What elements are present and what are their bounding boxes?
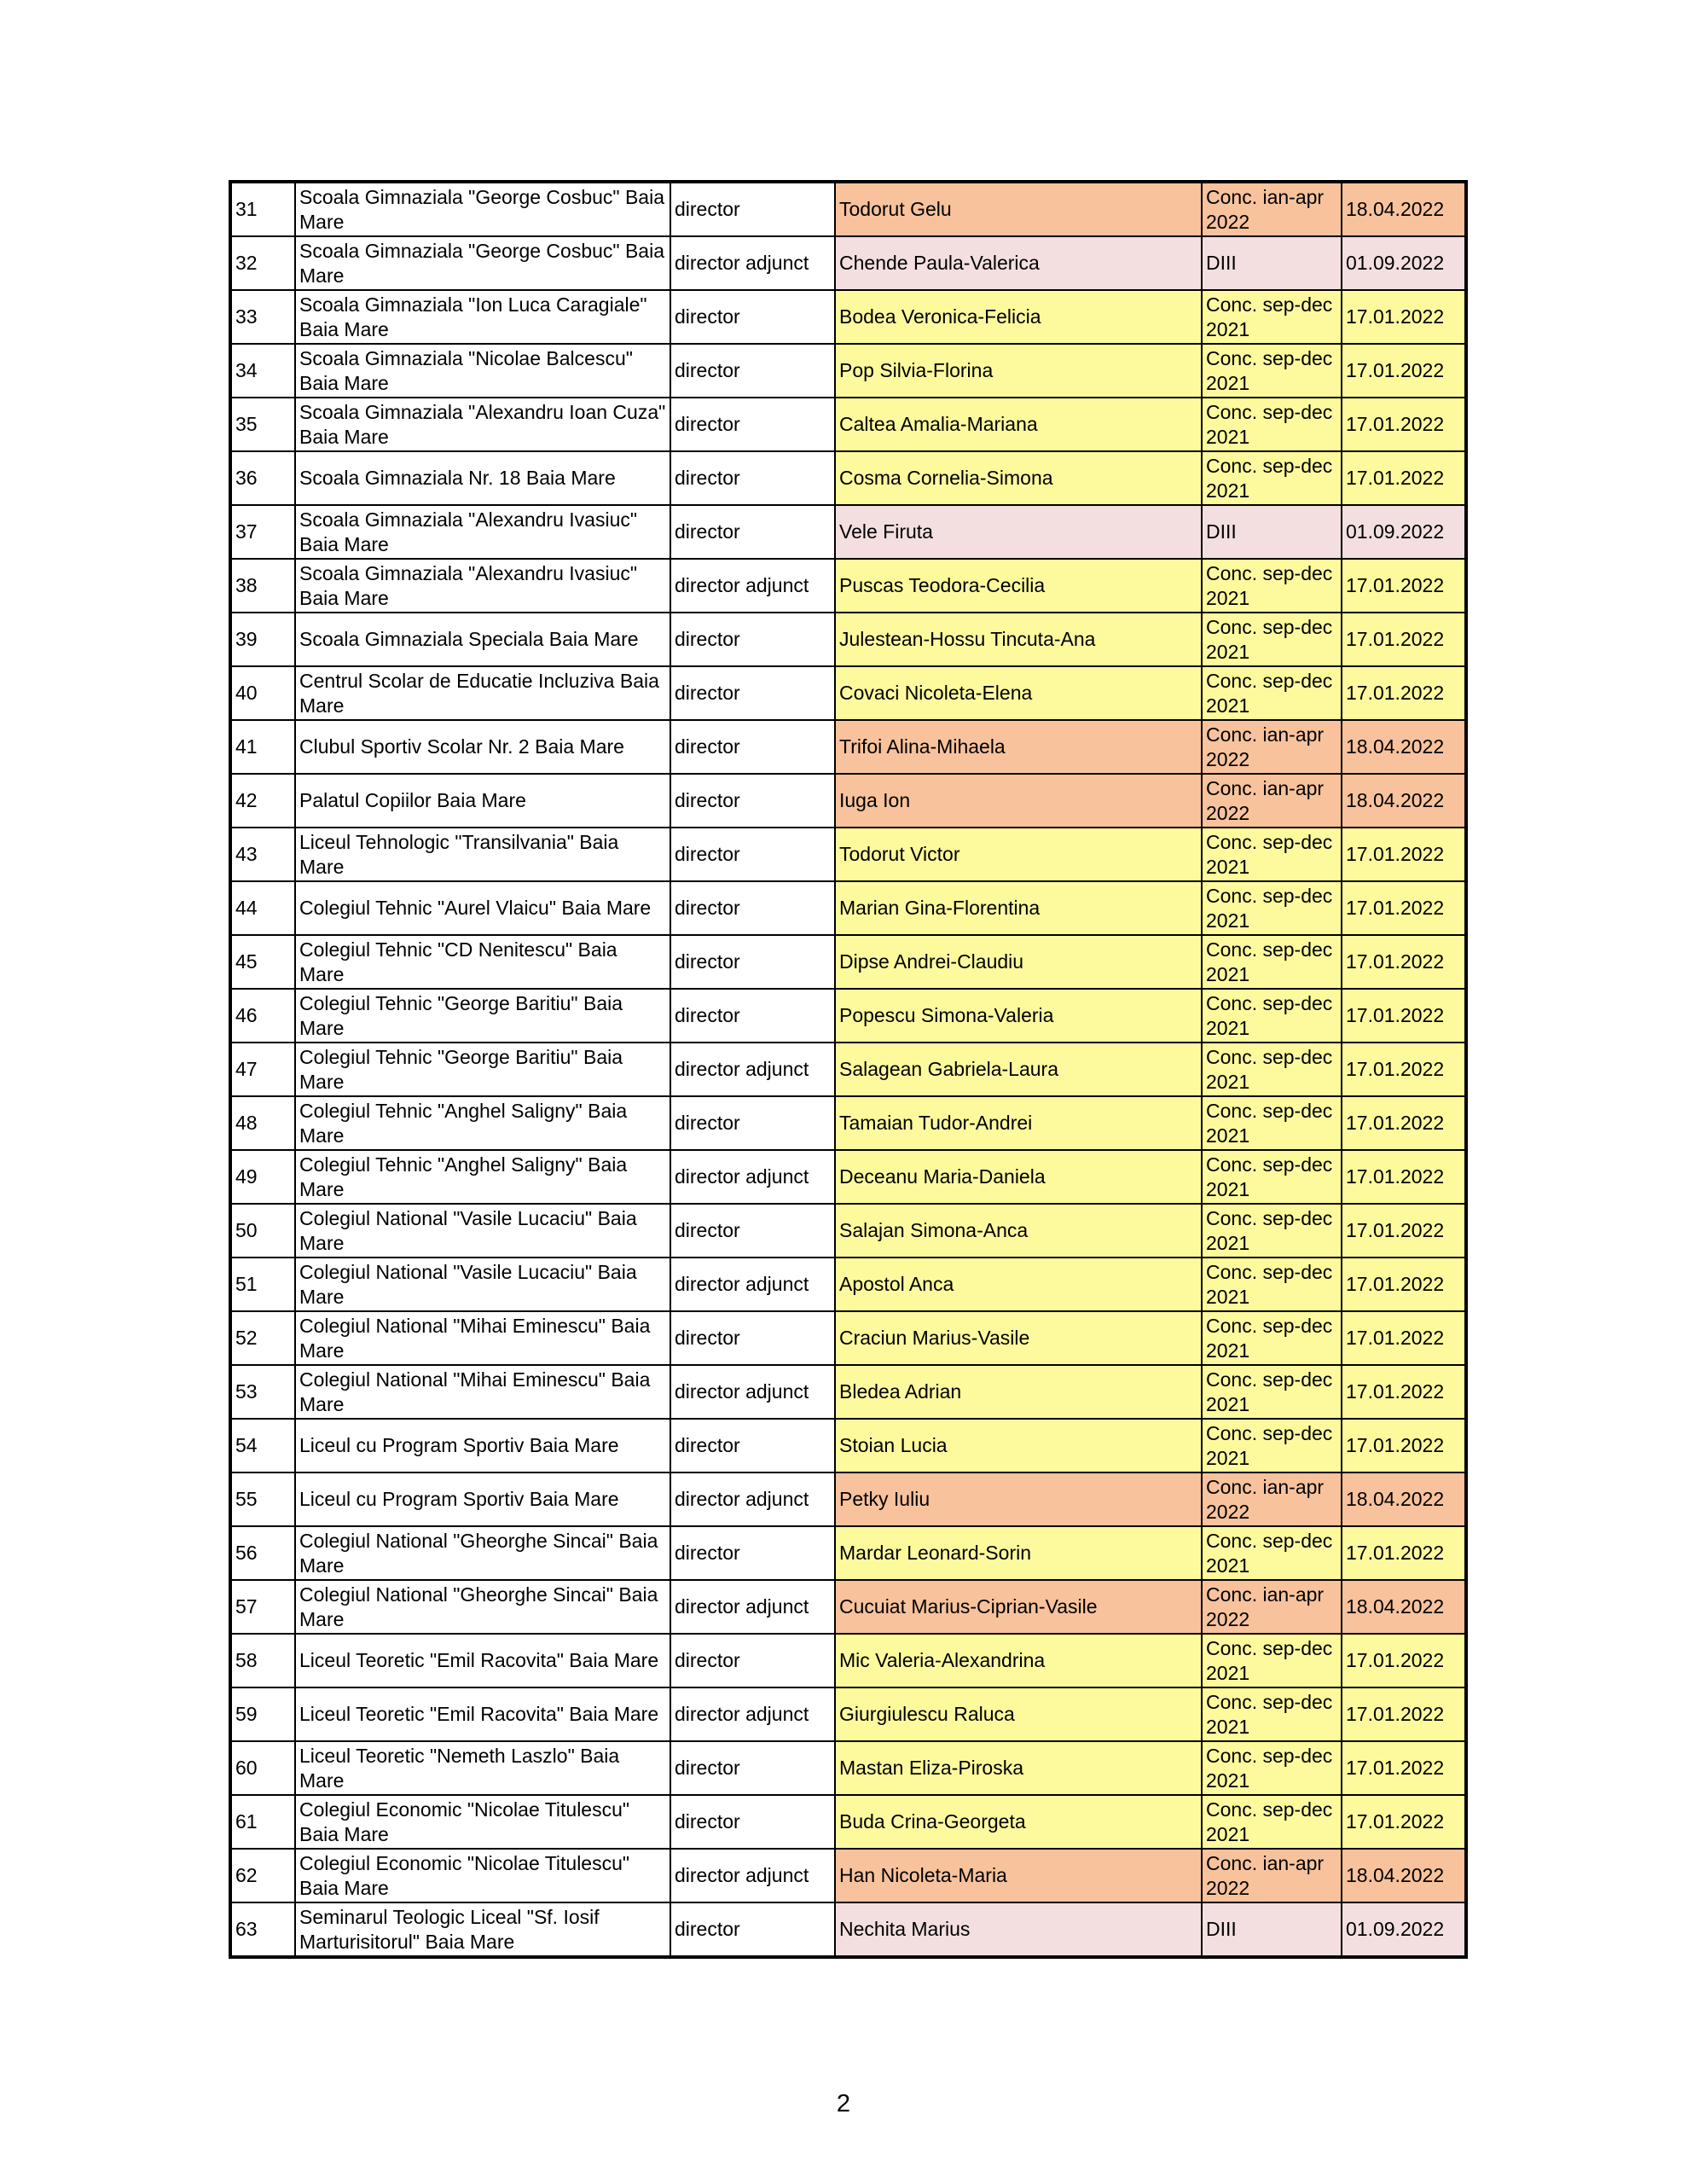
appointment-mode-cell: Conc. sep-dec 2021: [1202, 1258, 1342, 1311]
row-number-cell: 35: [230, 398, 295, 451]
school-unit-cell: Scoala Gimnaziala "Alexandru Ioan Cuza" Baia Mare: [295, 398, 670, 451]
row-number-cell: 58: [230, 1634, 295, 1687]
school-unit-cell: Colegiul Economic "Nicolae Titulescu" Baia Mare: [295, 1795, 670, 1849]
row-number-cell: 44: [230, 881, 295, 935]
function-cell: director adjunct: [670, 1687, 835, 1741]
appointment-mode-cell: Conc. sep-dec 2021: [1202, 1795, 1342, 1849]
function-cell: director adjunct: [670, 1258, 835, 1311]
row-number-cell: 42: [230, 774, 295, 828]
appointment-mode-cell: Conc. sep-dec 2021: [1202, 559, 1342, 613]
start-date-cell: 17.01.2022: [1342, 1043, 1466, 1096]
row-number-cell: 54: [230, 1419, 295, 1472]
start-date-cell: 17.01.2022: [1342, 1311, 1466, 1365]
appointment-mode-cell: Conc. sep-dec 2021: [1202, 1687, 1342, 1741]
function-cell: director adjunct: [670, 1849, 835, 1902]
start-date-cell: 17.01.2022: [1342, 1096, 1466, 1150]
school-unit-cell: Scoala Gimnaziala Nr. 18 Baia Mare: [295, 451, 670, 505]
appointment-mode-cell: Conc. sep-dec 2021: [1202, 1634, 1342, 1687]
school-unit-cell: Colegiul National "Gheorghe Sincai" Baia Mare: [295, 1580, 670, 1634]
function-cell: director: [670, 1204, 835, 1258]
school-unit-cell: Colegiul Tehnic "CD Nenitescu" Baia Mare: [295, 935, 670, 989]
person-name-cell: Nechita Marius: [835, 1902, 1202, 1957]
start-date-cell: 17.01.2022: [1342, 1204, 1466, 1258]
school-unit-cell: Colegiul National "Vasile Lucaciu" Baia Mare: [295, 1204, 670, 1258]
start-date-cell: 17.01.2022: [1342, 451, 1466, 505]
start-date-cell: 17.01.2022: [1342, 559, 1466, 613]
table-row: [230, 505, 1466, 559]
person-name-cell: Mardar Leonard-Sorin: [835, 1526, 1202, 1580]
school-unit-cell: Colegiul Economic "Nicolae Titulescu" Baia Mare: [295, 1849, 670, 1902]
function-cell: director: [670, 290, 835, 344]
table-row: [230, 398, 1466, 451]
function-cell: director: [670, 1795, 835, 1849]
table-row: [230, 236, 1466, 290]
appointment-mode-cell: Conc. sep-dec 2021: [1202, 451, 1342, 505]
person-name-cell: Tamaian Tudor-Andrei: [835, 1096, 1202, 1150]
start-date-cell: 17.01.2022: [1342, 1526, 1466, 1580]
function-cell: director: [670, 1096, 835, 1150]
school-unit-cell: Liceul cu Program Sportiv Baia Mare: [295, 1472, 670, 1526]
row-number-cell: 34: [230, 344, 295, 398]
school-unit-cell: Liceul cu Program Sportiv Baia Mare: [295, 1419, 670, 1472]
function-cell: director adjunct: [670, 1580, 835, 1634]
person-name-cell: Marian Gina-Florentina: [835, 881, 1202, 935]
start-date-cell: 17.01.2022: [1342, 290, 1466, 344]
school-unit-cell: Colegiul National "Vasile Lucaciu" Baia Mare: [295, 1258, 670, 1311]
row-number-cell: 50: [230, 1204, 295, 1258]
appointment-mode-cell: Conc. ian-apr 2022: [1202, 720, 1342, 774]
appointment-mode-cell: Conc. sep-dec 2021: [1202, 1365, 1342, 1419]
table-row: [230, 613, 1466, 666]
function-cell: director adjunct: [670, 1043, 835, 1096]
start-date-cell: 17.01.2022: [1342, 828, 1466, 881]
appointment-mode-cell: Conc. ian-apr 2022: [1202, 1580, 1342, 1634]
school-unit-cell: Centrul Scolar de Educatie Incluziva Baia Mare: [295, 666, 670, 720]
appointment-mode-cell: DIII: [1202, 236, 1342, 290]
row-number-cell: 53: [230, 1365, 295, 1419]
function-cell: director: [670, 398, 835, 451]
row-number-cell: 60: [230, 1741, 295, 1795]
school-unit-cell: Liceul Teoretic "Nemeth Laszlo" Baia Mare: [295, 1741, 670, 1795]
appointment-mode-cell: Conc. sep-dec 2021: [1202, 1043, 1342, 1096]
table-row: [230, 1096, 1466, 1150]
start-date-cell: 17.01.2022: [1342, 881, 1466, 935]
school-unit-cell: Palatul Copiilor Baia Mare: [295, 774, 670, 828]
start-date-cell: 17.01.2022: [1342, 1419, 1466, 1472]
school-unit-cell: Scoala Gimnaziala "Ion Luca Caragiale" Baia Mare: [295, 290, 670, 344]
appointments-table: [229, 180, 1468, 1959]
person-name-cell: Cucuiat Marius-Ciprian-Vasile: [835, 1580, 1202, 1634]
table-row: [230, 451, 1466, 505]
person-name-cell: Deceanu Maria-Daniela: [835, 1150, 1202, 1204]
table-row: [230, 1043, 1466, 1096]
person-name-cell: Mastan Eliza-Piroska: [835, 1741, 1202, 1795]
function-cell: director: [670, 1741, 835, 1795]
function-cell: director: [670, 1311, 835, 1365]
start-date-cell: 18.04.2022: [1342, 1849, 1466, 1902]
person-name-cell: Bledea Adrian: [835, 1365, 1202, 1419]
appointment-mode-cell: Conc. sep-dec 2021: [1202, 1741, 1342, 1795]
person-name-cell: Julestean-Hossu Tincuta-Ana: [835, 613, 1202, 666]
appointment-mode-cell: Conc. sep-dec 2021: [1202, 935, 1342, 989]
person-name-cell: Puscas Teodora-Cecilia: [835, 559, 1202, 613]
function-cell: director: [670, 989, 835, 1043]
table-row: [230, 559, 1466, 613]
function-cell: director adjunct: [670, 1472, 835, 1526]
table-row: [230, 1795, 1466, 1849]
start-date-cell: 18.04.2022: [1342, 774, 1466, 828]
row-number-cell: 52: [230, 1311, 295, 1365]
person-name-cell: Salagean Gabriela-Laura: [835, 1043, 1202, 1096]
appointment-mode-cell: Conc. sep-dec 2021: [1202, 666, 1342, 720]
person-name-cell: Popescu Simona-Valeria: [835, 989, 1202, 1043]
table-row: [230, 1204, 1466, 1258]
row-number-cell: 49: [230, 1150, 295, 1204]
row-number-cell: 63: [230, 1902, 295, 1957]
row-number-cell: 46: [230, 989, 295, 1043]
table-row: [230, 774, 1466, 828]
start-date-cell: 17.01.2022: [1342, 1795, 1466, 1849]
function-cell: director: [670, 1634, 835, 1687]
appointment-mode-cell: Conc. sep-dec 2021: [1202, 398, 1342, 451]
row-number-cell: 59: [230, 1687, 295, 1741]
school-unit-cell: Clubul Sportiv Scolar Nr. 2 Baia Mare: [295, 720, 670, 774]
row-number-cell: 41: [230, 720, 295, 774]
table-row: [230, 1150, 1466, 1204]
table-row: [230, 1258, 1466, 1311]
start-date-cell: 17.01.2022: [1342, 935, 1466, 989]
start-date-cell: 17.01.2022: [1342, 1258, 1466, 1311]
function-cell: director: [670, 1526, 835, 1580]
table-row: [230, 1311, 1466, 1365]
table-row: [230, 1526, 1466, 1580]
person-name-cell: Chende Paula-Valerica: [835, 236, 1202, 290]
person-name-cell: Petky Iuliu: [835, 1472, 1202, 1526]
table-body: [230, 182, 1466, 1957]
table-row: [230, 1580, 1466, 1634]
person-name-cell: Salajan Simona-Anca: [835, 1204, 1202, 1258]
start-date-cell: 17.01.2022: [1342, 398, 1466, 451]
row-number-cell: 32: [230, 236, 295, 290]
school-unit-cell: Colegiul Tehnic "Aurel Vlaicu" Baia Mare: [295, 881, 670, 935]
appointment-mode-cell: Conc. sep-dec 2021: [1202, 1311, 1342, 1365]
appointment-mode-cell: Conc. sep-dec 2021: [1202, 613, 1342, 666]
start-date-cell: 17.01.2022: [1342, 1741, 1466, 1795]
function-cell: director: [670, 720, 835, 774]
table-row: [230, 935, 1466, 989]
start-date-cell: 01.09.2022: [1342, 236, 1466, 290]
school-unit-cell: Colegiul Tehnic "George Baritiu" Baia Mare: [295, 1043, 670, 1096]
row-number-cell: 61: [230, 1795, 295, 1849]
appointment-mode-cell: Conc. ian-apr 2022: [1202, 1849, 1342, 1902]
person-name-cell: Buda Crina-Georgeta: [835, 1795, 1202, 1849]
function-cell: director adjunct: [670, 1150, 835, 1204]
school-unit-cell: Liceul Teoretic "Emil Racovita" Baia Mare: [295, 1634, 670, 1687]
function-cell: director: [670, 828, 835, 881]
appointment-mode-cell: DIII: [1202, 505, 1342, 559]
school-unit-cell: Colegiul National "Mihai Eminescu" Baia Mare: [295, 1365, 670, 1419]
table-row: [230, 881, 1466, 935]
school-unit-cell: Scoala Gimnaziala "Nicolae Balcescu" Baia Mare: [295, 344, 670, 398]
table-row: [230, 1634, 1466, 1687]
person-name-cell: Covaci Nicoleta-Elena: [835, 666, 1202, 720]
table-row: [230, 720, 1466, 774]
person-name-cell: Vele Firuta: [835, 505, 1202, 559]
school-unit-cell: Colegiul Tehnic "Anghel Saligny" Baia Mare: [295, 1096, 670, 1150]
function-cell: director: [670, 935, 835, 989]
appointment-mode-cell: Conc. sep-dec 2021: [1202, 1204, 1342, 1258]
row-number-cell: 37: [230, 505, 295, 559]
school-unit-cell: Scoala Gimnaziala "George Cosbuc" Baia Mare: [295, 182, 670, 236]
function-cell: director: [670, 613, 835, 666]
function-cell: director: [670, 1419, 835, 1472]
start-date-cell: 17.01.2022: [1342, 344, 1466, 398]
appointment-mode-cell: Conc. sep-dec 2021: [1202, 828, 1342, 881]
row-number-cell: 40: [230, 666, 295, 720]
appointment-mode-cell: Conc. sep-dec 2021: [1202, 1150, 1342, 1204]
table-row: [230, 1741, 1466, 1795]
person-name-cell: Apostol Anca: [835, 1258, 1202, 1311]
school-unit-cell: Colegiul National "Mihai Eminescu" Baia Mare: [295, 1311, 670, 1365]
row-number-cell: 36: [230, 451, 295, 505]
appointment-mode-cell: Conc. sep-dec 2021: [1202, 1526, 1342, 1580]
row-number-cell: 51: [230, 1258, 295, 1311]
appointment-mode-cell: DIII: [1202, 1902, 1342, 1957]
row-number-cell: 33: [230, 290, 295, 344]
row-number-cell: 57: [230, 1580, 295, 1634]
school-unit-cell: Scoala Gimnaziala Speciala Baia Mare: [295, 613, 670, 666]
table-row: [230, 182, 1466, 236]
school-unit-cell: Liceul Tehnologic "Transilvania" Baia Mare: [295, 828, 670, 881]
table-row: [230, 828, 1466, 881]
appointment-mode-cell: Conc. sep-dec 2021: [1202, 290, 1342, 344]
appointment-mode-cell: Conc. sep-dec 2021: [1202, 1419, 1342, 1472]
school-unit-cell: Colegiul Tehnic "George Baritiu" Baia Mare: [295, 989, 670, 1043]
person-name-cell: Dipse Andrei-Claudiu: [835, 935, 1202, 989]
start-date-cell: 01.09.2022: [1342, 1902, 1466, 1957]
school-unit-cell: Scoala Gimnaziala "George Cosbuc" Baia Mare: [295, 236, 670, 290]
appointment-mode-cell: Conc. ian-apr 2022: [1202, 774, 1342, 828]
row-number-cell: 62: [230, 1849, 295, 1902]
person-name-cell: Craciun Marius-Vasile: [835, 1311, 1202, 1365]
appointment-mode-cell: Conc. sep-dec 2021: [1202, 1096, 1342, 1150]
start-date-cell: 18.04.2022: [1342, 1580, 1466, 1634]
appointment-mode-cell: Conc. sep-dec 2021: [1202, 344, 1342, 398]
person-name-cell: Caltea Amalia-Mariana: [835, 398, 1202, 451]
function-cell: director: [670, 451, 835, 505]
table-row: [230, 1472, 1466, 1526]
function-cell: director adjunct: [670, 559, 835, 613]
row-number-cell: 31: [230, 182, 295, 236]
table-row: [230, 1902, 1466, 1957]
row-number-cell: 48: [230, 1096, 295, 1150]
school-unit-cell: Liceul Teoretic "Emil Racovita" Baia Mare: [295, 1687, 670, 1741]
appointment-mode-cell: Conc. ian-apr 2022: [1202, 182, 1342, 236]
function-cell: director: [670, 182, 835, 236]
person-name-cell: Todorut Victor: [835, 828, 1202, 881]
school-unit-cell: Colegiul Tehnic "Anghel Saligny" Baia Mare: [295, 1150, 670, 1204]
person-name-cell: Han Nicoleta-Maria: [835, 1849, 1202, 1902]
function-cell: director: [670, 505, 835, 559]
person-name-cell: Stoian Lucia: [835, 1419, 1202, 1472]
school-unit-cell: Scoala Gimnaziala "Alexandru Ivasiuc" Baia Mare: [295, 505, 670, 559]
function-cell: director: [670, 344, 835, 398]
start-date-cell: 17.01.2022: [1342, 613, 1466, 666]
function-cell: director: [670, 666, 835, 720]
function-cell: director adjunct: [670, 1365, 835, 1419]
row-number-cell: 45: [230, 935, 295, 989]
start-date-cell: 17.01.2022: [1342, 666, 1466, 720]
table-row: [230, 290, 1466, 344]
table-row: [230, 989, 1466, 1043]
row-number-cell: 39: [230, 613, 295, 666]
start-date-cell: 18.04.2022: [1342, 720, 1466, 774]
table-row: [230, 1419, 1466, 1472]
appointment-mode-cell: Conc. ian-apr 2022: [1202, 1472, 1342, 1526]
start-date-cell: 17.01.2022: [1342, 1150, 1466, 1204]
school-unit-cell: Scoala Gimnaziala "Alexandru Ivasiuc" Baia Mare: [295, 559, 670, 613]
person-name-cell: Todorut Gelu: [835, 182, 1202, 236]
start-date-cell: 17.01.2022: [1342, 1365, 1466, 1419]
person-name-cell: Iuga Ion: [835, 774, 1202, 828]
start-date-cell: 18.04.2022: [1342, 1472, 1466, 1526]
appointment-mode-cell: Conc. sep-dec 2021: [1202, 881, 1342, 935]
page-number: 2: [836, 2090, 851, 2117]
start-date-cell: 01.09.2022: [1342, 505, 1466, 559]
school-unit-cell: Seminarul Teologic Liceal "Sf. Iosif Marturisitorul" Baia Mare: [295, 1902, 670, 1957]
function-cell: director: [670, 1902, 835, 1957]
table-row: [230, 1365, 1466, 1419]
table-row: [230, 1687, 1466, 1741]
table-row: [230, 344, 1466, 398]
appointment-mode-cell: Conc. sep-dec 2021: [1202, 989, 1342, 1043]
table-row: [230, 666, 1466, 720]
row-number-cell: 43: [230, 828, 295, 881]
person-name-cell: Cosma Cornelia-Simona: [835, 451, 1202, 505]
row-number-cell: 38: [230, 559, 295, 613]
start-date-cell: 17.01.2022: [1342, 1687, 1466, 1741]
person-name-cell: Giurgiulescu Raluca: [835, 1687, 1202, 1741]
start-date-cell: 17.01.2022: [1342, 989, 1466, 1043]
function-cell: director adjunct: [670, 236, 835, 290]
person-name-cell: Mic Valeria-Alexandrina: [835, 1634, 1202, 1687]
function-cell: director: [670, 774, 835, 828]
start-date-cell: 17.01.2022: [1342, 1634, 1466, 1687]
table-row: [230, 1849, 1466, 1902]
start-date-cell: 18.04.2022: [1342, 182, 1466, 236]
row-number-cell: 47: [230, 1043, 295, 1096]
school-unit-cell: Colegiul National "Gheorghe Sincai" Baia Mare: [295, 1526, 670, 1580]
function-cell: director: [670, 881, 835, 935]
row-number-cell: 55: [230, 1472, 295, 1526]
person-name-cell: Bodea Veronica-Felicia: [835, 290, 1202, 344]
person-name-cell: Pop Silvia-Florina: [835, 344, 1202, 398]
person-name-cell: Trifoi Alina-Mihaela: [835, 720, 1202, 774]
row-number-cell: 56: [230, 1526, 295, 1580]
